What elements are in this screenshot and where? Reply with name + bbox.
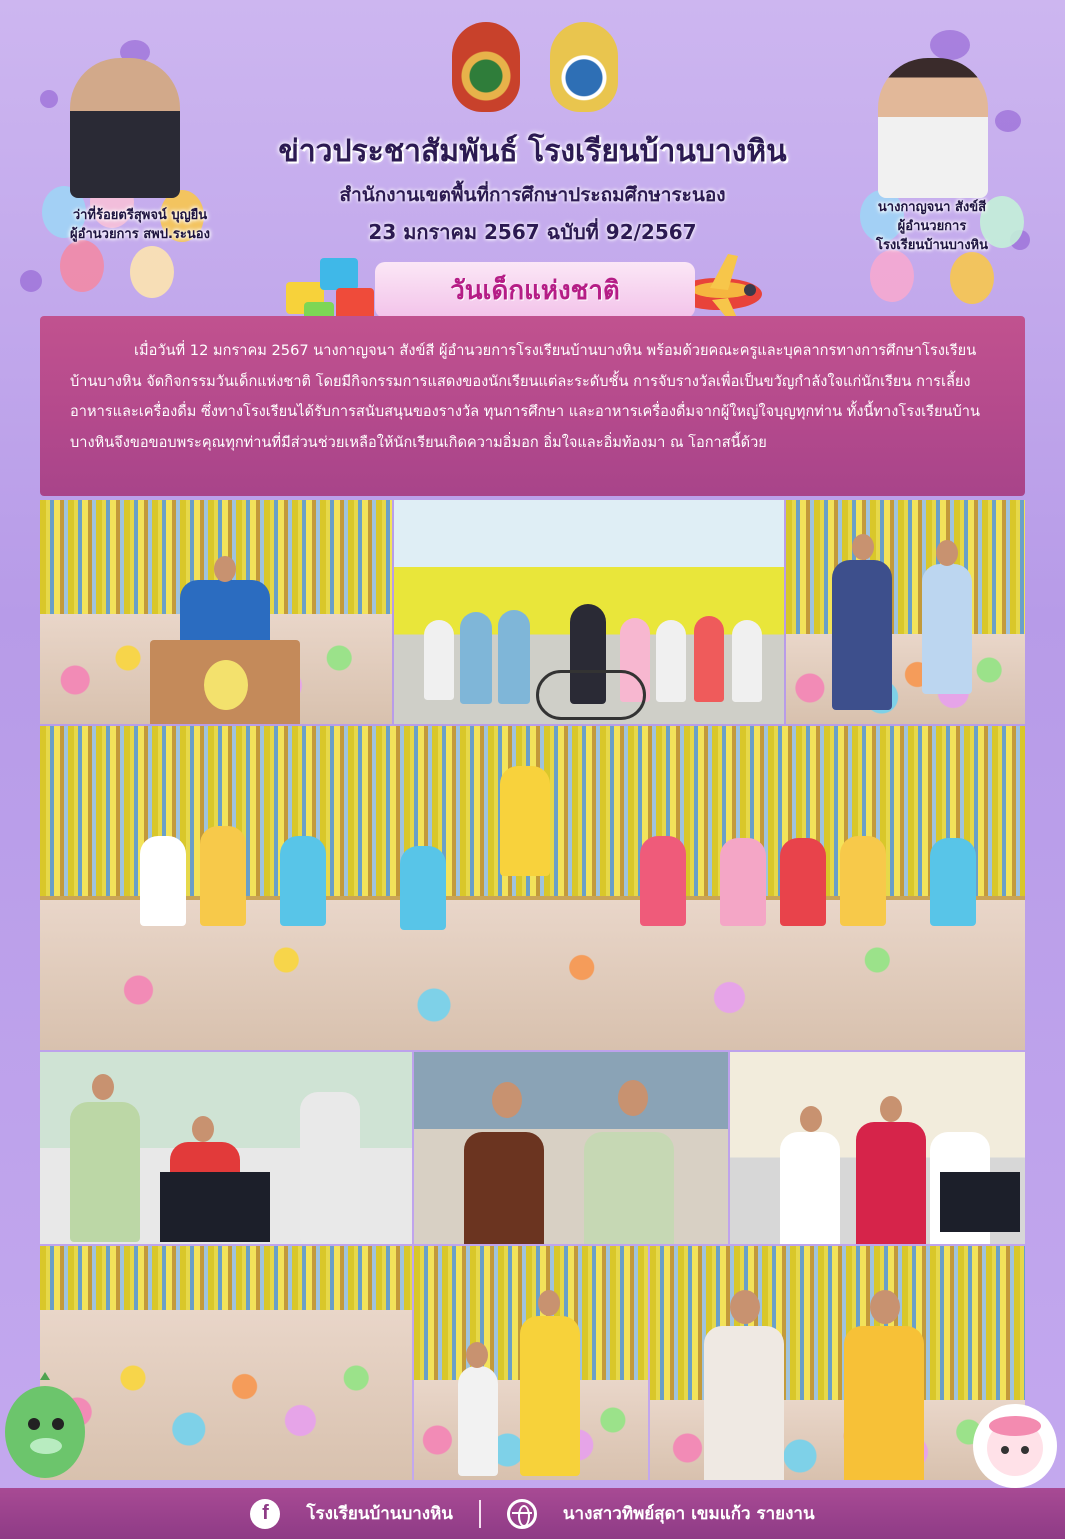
reporter-label: นางสาวทิพย์สุดา เขมแก้ว รายงาน: [562, 1504, 815, 1524]
facebook-page-label[interactable]: โรงเรียนบ้านบางหิน: [306, 1504, 453, 1524]
photo-prize-display: [40, 1246, 412, 1480]
left-person-role: ผู้อำนวยการ สพป.ระนอง: [70, 227, 210, 242]
photo-prize-handover: [414, 1246, 648, 1480]
photo-staff-computer: [40, 1052, 412, 1244]
paint-splash: [930, 30, 970, 60]
right-person-org: โรงเรียนบ้านบางหิน: [875, 238, 989, 253]
balloon: [870, 250, 914, 302]
event-banner: วันเด็กแห่งชาติ: [375, 262, 695, 318]
left-person-name: ว่าที่ร้อยตรีสุพจน์ บุญยืน: [72, 208, 208, 223]
photo-teachers-portrait: [414, 1052, 728, 1244]
facebook-icon[interactable]: f: [250, 1499, 280, 1529]
school-emblem-logo: [550, 22, 618, 112]
balloon: [130, 246, 174, 298]
article-box: [40, 316, 1025, 496]
photo-staff-thumbs-up: [730, 1052, 1025, 1244]
paint-splash: [20, 270, 42, 292]
right-person-name: นางกาญจนา สังข์สี: [877, 200, 987, 215]
header-logos: [440, 22, 630, 118]
photo-dance-performance: [40, 726, 1025, 1050]
photo-speech: [40, 500, 392, 724]
photo-group-prizes: [394, 500, 784, 724]
footer-bar: [0, 1488, 1065, 1539]
newsletter-title: ข่าวประชาสัมพันธ์ โรงเรียนบ้านบางหิน: [278, 134, 787, 169]
article-body: เมื่อวันที่ 12 มกราคม 2567 นางกาญจนา สังข์สี ผู้อำนวยการโรงเรียนบ้านบางหิน พร้อมด้วยคณะครูและบุคลากรทางการศึกษาโรงเรียนบ้านบางหิน จัดกิจกรรมวันเด็กแห่งชาติ โดยมีกิจกรรมการแสดงของนักเรียนแต่ละระดับชั้น การจับรางวัลเพื่อเป็นขวัญกำลังใจแก่นักเรียน การเลี้ยงอาหารและเครื่องดื่ม ซึ่งทางโรงเรียนได้รับการสนับสนุนของรางวัล ทุนการศึกษา และอาหารเครื่องดื่มจากผู้ใหญ่ใจบุญทุกท่าน ทั้งนี้ทางโรงเรียนบ้านบางหินจึงขอขอบพระคุณทุกท่านที่มีส่วนช่วยเหลือให้นักเรียนเกิดความอิ่มอก อิ่มใจและอิ่มท้องมา ณ โอกาสนี้ด้วย: [70, 342, 980, 451]
balloon: [950, 252, 994, 304]
newsletter-subtitle: สำนักงานเขตพื้นที่การศึกษาประถมศึกษาระนอง: [339, 184, 726, 206]
paint-splash: [40, 90, 58, 108]
astronaut-mascot-icon: [965, 1392, 1065, 1492]
ministry-emblem-logo: [452, 22, 520, 112]
right-person-role: ผู้อำนวยการ: [897, 219, 967, 234]
photo-scholarship: [786, 500, 1025, 724]
computer-monitor: [160, 1172, 270, 1242]
dinosaur-mascot-icon: [0, 1372, 90, 1490]
footer-divider: [479, 1500, 481, 1528]
newsletter-dateline: 23 มกราคม 2567 ฉบับที่ 92/2567: [368, 220, 697, 244]
globe-icon: [507, 1499, 537, 1529]
